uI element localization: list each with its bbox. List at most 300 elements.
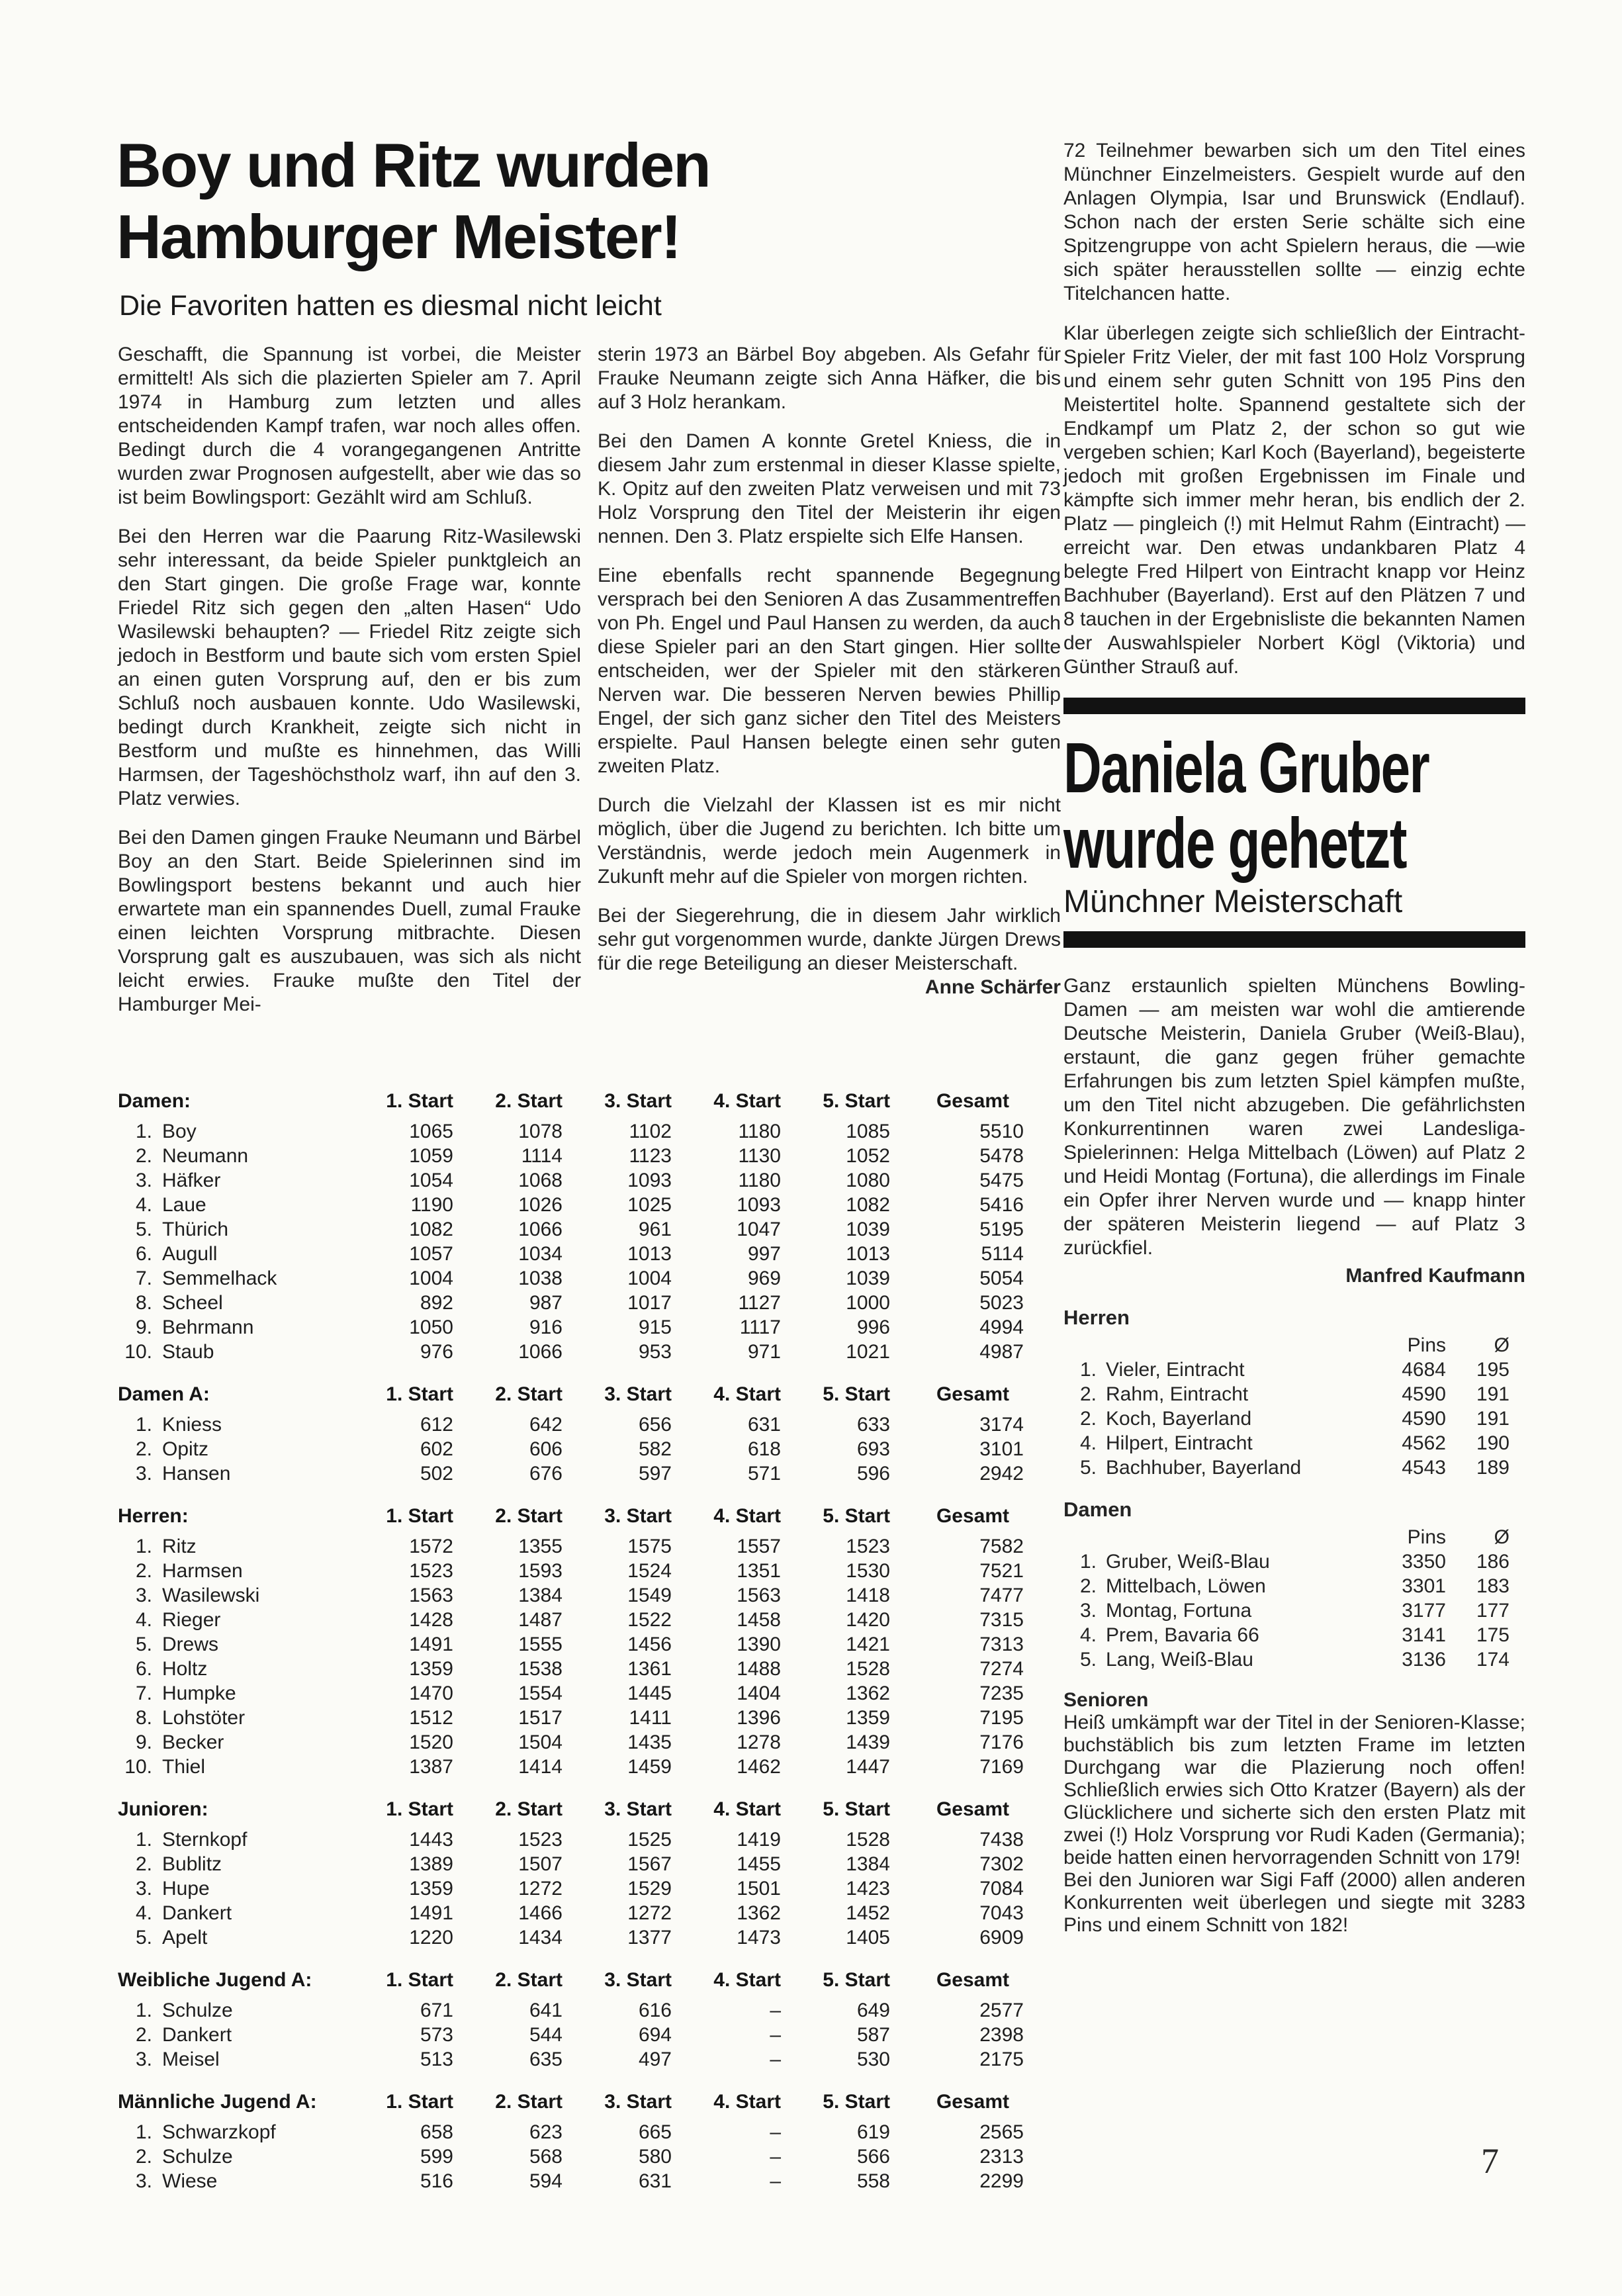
player-name: Hupe — [162, 1878, 210, 1900]
table-row — [118, 1901, 1058, 1925]
paragraph-text: Bei der Siegerehrung, die in diesem Jahr wirklich sehr gut vorgenommen wurde, dankte Jürgen Drews für die rege Beteiligung an dieser Meisterschaft. — [598, 905, 1061, 974]
table-header-row — [118, 1504, 1058, 1528]
player-name: Koch, Bayerland — [1106, 1408, 1252, 1430]
article1-column-1 — [118, 343, 581, 1032]
total-cell: 7043 — [979, 1902, 1024, 1924]
score-cell: 916 — [529, 1316, 563, 1338]
score-cell: 1563 — [737, 1584, 781, 1606]
senioren-section — [1063, 1689, 1525, 1937]
score-cell: 616 — [638, 1999, 672, 2021]
score-cell: 976 — [420, 1341, 453, 1363]
column-header: 1. Start — [386, 2091, 453, 2113]
player-name: Lohstöter — [162, 1707, 246, 1729]
score-cell: 1065 — [409, 1121, 453, 1142]
ranking-row — [1063, 1647, 1525, 1672]
column-header: Gesamt — [936, 1969, 1009, 1991]
score-cell: 969 — [747, 1267, 781, 1289]
score-cell: 1021 — [846, 1341, 890, 1363]
player-name: Kniess — [162, 1414, 222, 1436]
rank: 5. — [1079, 1649, 1097, 1671]
score-cell: 1434 — [518, 1927, 563, 1949]
rank: 1. — [1079, 1359, 1097, 1381]
right-column — [1063, 139, 1525, 1937]
player-name: Dankert — [162, 1902, 232, 1924]
rank: 2. — [135, 1438, 152, 1460]
table-row — [118, 1827, 1058, 1852]
total-cell: 7438 — [979, 1829, 1024, 1851]
rank: 9. — [135, 1316, 152, 1338]
total-cell: 5195 — [979, 1218, 1024, 1240]
title-line-2: Hamburger Meister! — [116, 202, 680, 271]
score-cell: 1389 — [409, 1853, 453, 1875]
player-name: Thiel — [162, 1756, 206, 1778]
score-cell: 1439 — [846, 1731, 890, 1753]
rank: 10. — [124, 1341, 152, 1363]
player-name: Schulze — [162, 1999, 233, 2021]
score-cell: 1102 — [629, 1121, 672, 1142]
paragraph: Klar überlegen zeigte sich schließlich der Eintracht-Spieler Fritz Vieler, der mit fast 100 Holz Vorsprung und einem sehr guten Schnitt von 195 Pins den Meistertitel holte. Spannend gestaltete sich der Endkampf um Platz 2, der schon so gut wie vergeben schien; Karl Koch (Bayerland), begeisterte jedoch mit großen Ergebnissen im Finale und kämpfte sich immer mehr heran, bis endlich der 2. Platz — pingleich (!) mit Helmut Rahm (Eintracht) — erreicht war. Den etwas undankbaren Platz 4 belegte Fred Hilpert von Eintracht knapp vor Heinz Bachhuber (Bayerland). Erst auf den Plätzen 7 und 8 tauchen in der Ergebnisliste die bekannten Namen der Auswahlspieler Norbert Kögl (Viktoria) und Günther Strauß auf. — [1063, 322, 1525, 678]
column-header: 5. Start — [823, 1383, 890, 1405]
score-cell: 1039 — [846, 1267, 890, 1289]
score-cell: 1000 — [846, 1292, 890, 1314]
player-name: Hansen — [162, 1463, 231, 1485]
table-row — [118, 1925, 1058, 1950]
score-cell: 1528 — [846, 1658, 890, 1680]
paragraph: Bei den Herren war die Paarung Ritz-Wasilewski sehr interessant, da beide Spieler punktgleich an den Start gingen. Die große Frage war, konnte Friedel Ritz sich gegen den „alten Hasen“ Udo Wasilewski behaupten? — Friedel Ritz zeigte sich jedoch in Bestform und baute sich vom ersten Spiel an einen guten Vorsprung auf, den er bis zum Schluß noch ausbauen konnte. Udo Wasilewski, bedingt durch Krankheit, zeigte sich nicht in Bestform und mußte es hinnehmen, das Willi Harmsen, der Tageshöchstholz warf, ihn auf den 3. Platz verwies. — [118, 526, 581, 809]
score-cell: 1355 — [518, 1536, 563, 1557]
score-cell: 1538 — [518, 1658, 563, 1680]
score-cell: 1418 — [846, 1584, 890, 1606]
player-name: Meisel — [162, 2048, 220, 2070]
table-row — [118, 2023, 1058, 2047]
score-cell: 1523 — [846, 1536, 890, 1557]
table-title: Junioren: — [118, 1798, 208, 1820]
article2-subtitle: Münchner Meisterschaft — [1063, 884, 1403, 919]
table-body — [118, 1827, 1058, 1950]
headline-rule-bottom — [1063, 931, 1525, 948]
score-cell: 1525 — [627, 1829, 672, 1851]
score-cell: 987 — [529, 1292, 563, 1314]
column-header: 1. Start — [386, 1798, 453, 1820]
rank: 1. — [135, 1999, 152, 2021]
score-cell: 1447 — [846, 1756, 890, 1778]
average-value: 174 — [1476, 1649, 1509, 1671]
score-cell: 1470 — [409, 1682, 453, 1704]
score-cell: 1435 — [627, 1731, 672, 1753]
player-name: Sternkopf — [162, 1829, 248, 1851]
score-cell: 1528 — [846, 1829, 890, 1851]
damen-ranking — [1063, 1525, 1525, 1672]
score-cell: 1445 — [627, 1682, 672, 1704]
score-cell: 1473 — [737, 1927, 781, 1949]
column-header: 3. Start — [604, 1798, 672, 1820]
rank: 3. — [135, 1170, 152, 1191]
score-cell: 1059 — [409, 1145, 453, 1167]
page-subtitle: Die Favoriten hatten es diesmal nicht leicht — [119, 290, 662, 322]
player-name: Staub — [162, 1341, 214, 1363]
score-cell: 1384 — [846, 1853, 890, 1875]
total-cell: 5416 — [979, 1194, 1024, 1216]
player-name: Hilpert, Eintracht — [1106, 1432, 1253, 1454]
total-cell: 5114 — [981, 1243, 1024, 1265]
player-name: Ritz — [162, 1536, 197, 1557]
average-value: 191 — [1476, 1383, 1509, 1405]
rank: 9. — [135, 1731, 152, 1753]
player-name: Vieler, Eintracht — [1106, 1359, 1245, 1381]
table-row — [118, 1657, 1058, 1681]
score-cell: 953 — [638, 1341, 672, 1363]
score-cell: 599 — [420, 2146, 453, 2168]
column-header: 1. Start — [386, 1969, 453, 1991]
total-cell: 2313 — [979, 2146, 1024, 2168]
score-cell: 568 — [529, 2146, 563, 2168]
table-row — [118, 1730, 1058, 1755]
average-value: 191 — [1476, 1408, 1509, 1430]
score-cell: 1411 — [629, 1707, 672, 1729]
rank: 3. — [135, 1463, 152, 1485]
score-cell: 1504 — [518, 1731, 563, 1753]
paragraph: sterin 1973 an Bärbel Boy abgeben. Als Gefahr für Frauke Neumann zeigte sich Anna Häfker, die bis auf 3 Holz herankam. — [598, 344, 1061, 413]
senioren-heading: Senioren — [1063, 1689, 1149, 1711]
table-row — [118, 1755, 1058, 1779]
player-name: Scheel — [162, 1292, 223, 1314]
score-cell: 1180 — [738, 1121, 781, 1142]
table-row — [118, 1608, 1058, 1632]
score-cell: 1575 — [627, 1536, 672, 1557]
score-cell: 1462 — [737, 1756, 781, 1778]
score-cell: 1572 — [409, 1536, 453, 1557]
score-cell: 619 — [856, 2121, 890, 2143]
headline-rule-top — [1063, 698, 1525, 714]
score-cell: 1491 — [409, 1902, 453, 1924]
player-name: Opitz — [162, 1438, 209, 1460]
column-header: 2. Start — [495, 1090, 563, 1112]
pins-value: 3350 — [1402, 1551, 1446, 1573]
score-cell: 1443 — [409, 1829, 453, 1851]
score-cell: 516 — [420, 2170, 453, 2192]
total-cell: 7313 — [979, 1633, 1024, 1655]
ranking-row — [1063, 1574, 1525, 1598]
table-row — [118, 2047, 1058, 2072]
score-cell: 656 — [638, 1414, 672, 1436]
player-name: Behrmann — [162, 1316, 254, 1338]
score-cell: 566 — [856, 2146, 890, 2168]
total-cell: 7302 — [979, 1853, 1024, 1875]
rank: 2. — [135, 2146, 152, 2168]
column-header: 2. Start — [495, 1383, 563, 1405]
score-cell: 1421 — [846, 1633, 890, 1655]
rank: 5. — [135, 1633, 152, 1655]
ranking-row — [1063, 1431, 1525, 1455]
rank: 7. — [135, 1682, 152, 1704]
rank: 2. — [1079, 1408, 1097, 1430]
table-row — [118, 1119, 1058, 1144]
table-row — [118, 1144, 1058, 1168]
table-damen — [118, 1089, 1058, 1364]
player-name: Schwarzkopf — [162, 2121, 276, 2143]
player-name: Wasilewski — [162, 1584, 260, 1606]
ranking-body — [1063, 1549, 1525, 1672]
score-cell: 1013 — [627, 1243, 672, 1265]
column-header: 3. Start — [604, 2091, 672, 2113]
score-cell: 623 — [529, 2121, 563, 2143]
total-cell: 4994 — [979, 1316, 1024, 1338]
paragraph: Bei den Damen gingen Frauke Neumann und Bärbel Boy an den Start. Beide Spielerinnen sind im Bowlingsport bestens bekannt und auch hier erwartete man ein spannendes Duell, zumal Frauke einen leichten Vorsprung mitbrachte. Diesen Vorsprung galt es auszubauen, was sich als nicht leicht erwies. Frauke mußte den Titel der Hamburger Mei- — [118, 827, 581, 1015]
page-number: 7 — [1481, 2141, 1499, 2181]
table-row — [118, 1291, 1058, 1315]
score-cell: 1554 — [518, 1682, 563, 1704]
score-cell: 1452 — [846, 1902, 890, 1924]
score-cell: 658 — [420, 2121, 453, 2143]
rank: 1. — [135, 1121, 152, 1142]
table-row — [118, 1998, 1058, 2023]
column-header: Gesamt — [936, 2091, 1009, 2113]
pins-value: 3136 — [1402, 1649, 1446, 1671]
table-junioren — [118, 1797, 1058, 1950]
herren-ranking — [1063, 1333, 1525, 1480]
score-cell: 631 — [638, 2170, 672, 2192]
score-cell: 1004 — [409, 1267, 453, 1289]
column-header: 5. Start — [823, 2091, 890, 2113]
paragraph: 72 Teilnehmer bewarben sich um den Titel eines Münchner Einzelmeisters. Gespielt wurde auf den Anlagen Olympia, Isar und Brunswick (Endlauf). Schon nach der ersten Serie schälte sich eine Spitzengruppe von acht Spielern heraus, die —wie sich später herausstellen sollte — einzig echte Titelchancen hatte. — [1063, 140, 1525, 304]
rank: 4. — [135, 1609, 152, 1631]
average-column-header: Ø — [1494, 1526, 1509, 1548]
table-title: Männliche Jugend A: — [118, 2091, 317, 2113]
table-row — [118, 1168, 1058, 1193]
score-cell: 1068 — [518, 1170, 563, 1191]
title-line-1: Boy und Ritz wurden — [116, 130, 710, 200]
score-cell: 1127 — [738, 1292, 781, 1314]
score-cell: 1524 — [627, 1560, 672, 1582]
score-cell: 587 — [856, 2024, 890, 2046]
table-row — [118, 1461, 1058, 1486]
score-cell: 693 — [856, 1438, 890, 1460]
score-cell: 602 — [420, 1438, 453, 1460]
score-cell: 1404 — [737, 1682, 781, 1704]
table-row — [118, 1437, 1058, 1461]
player-name: Schulze — [162, 2146, 233, 2168]
herren-heading: Herren — [1063, 1306, 1130, 1329]
score-cell: 641 — [529, 1999, 563, 2021]
player-name: Augull — [162, 1243, 218, 1265]
score-cell: 1523 — [518, 1829, 563, 1851]
player-name: Boy — [162, 1121, 197, 1142]
score-cell: 1359 — [409, 1658, 453, 1680]
table-row — [118, 2144, 1058, 2169]
score-cell: 1054 — [409, 1170, 453, 1191]
table-title: Damen A: — [118, 1383, 210, 1405]
column-header: 2. Start — [495, 1798, 563, 1820]
score-cell: 596 — [856, 1463, 890, 1485]
ranking-row — [1063, 1623, 1525, 1647]
rank: 2. — [135, 1560, 152, 1582]
total-cell: 7169 — [979, 1756, 1024, 1778]
score-cell: 633 — [856, 1414, 890, 1436]
headline-line-1: Daniela Gruber — [1063, 727, 1429, 807]
pins-column-header: Pins — [1407, 1526, 1446, 1548]
score-cell: 665 — [638, 2121, 672, 2143]
score-cell: – — [770, 2121, 781, 2143]
rank: 3. — [135, 2048, 152, 2070]
score-cell: 1458 — [737, 1609, 781, 1631]
score-cell: 649 — [856, 1999, 890, 2021]
table-body — [118, 1412, 1058, 1486]
rank: 4. — [135, 1902, 152, 1924]
ranking-row — [1063, 1549, 1525, 1574]
player-name: Häfker — [162, 1170, 221, 1191]
total-cell: 7084 — [979, 1878, 1024, 1900]
score-cell: 1501 — [737, 1878, 781, 1900]
score-cell: 558 — [856, 2170, 890, 2192]
column-header: 3. Start — [604, 1383, 672, 1405]
score-cell: 502 — [420, 1463, 453, 1485]
score-cell: 1491 — [409, 1633, 453, 1655]
player-name: Humpke — [162, 1682, 236, 1704]
score-cell: 612 — [420, 1414, 453, 1436]
score-cell: 1361 — [627, 1658, 672, 1680]
score-cell: 1593 — [518, 1560, 563, 1582]
column-header: 4. Start — [713, 1383, 781, 1405]
pins-value: 4562 — [1402, 1432, 1446, 1454]
score-cell: 1384 — [518, 1584, 563, 1606]
score-cell: 1190 — [410, 1194, 453, 1216]
column-header: 2. Start — [495, 2091, 563, 2113]
player-name: Apelt — [162, 1927, 208, 1949]
score-cell: 1123 — [629, 1145, 672, 1167]
player-name: Rieger — [162, 1609, 221, 1631]
score-cell: 1082 — [409, 1218, 453, 1240]
score-cell: 1522 — [627, 1609, 672, 1631]
column-header: Gesamt — [936, 1505, 1009, 1527]
article2-headline — [1063, 727, 1429, 883]
total-cell: 2565 — [979, 2121, 1024, 2143]
ranking-row — [1063, 1406, 1525, 1431]
table-row — [118, 1534, 1058, 1559]
column-header: 2. Start — [495, 1969, 563, 1991]
column-header: 4. Start — [713, 1969, 781, 1991]
score-cell: 544 — [529, 2024, 563, 2046]
rank: 2. — [135, 1853, 152, 1875]
total-cell: 3174 — [979, 1414, 1024, 1436]
rank: 2. — [135, 1145, 152, 1167]
column-header: 3. Start — [604, 1505, 672, 1527]
score-cell: 1034 — [518, 1243, 563, 1265]
score-cell: 971 — [747, 1341, 781, 1363]
score-cell: 1351 — [737, 1560, 781, 1582]
player-name: Prem, Bavaria 66 — [1106, 1624, 1259, 1646]
rank: 5. — [1079, 1457, 1097, 1479]
score-cell: 694 — [638, 2024, 672, 2046]
score-cell: 1038 — [518, 1267, 563, 1289]
score-cell: 1523 — [409, 1560, 453, 1582]
paragraph — [598, 904, 1061, 998]
pins-column-header: Pins — [1407, 1334, 1446, 1356]
score-cell: 618 — [747, 1438, 781, 1460]
total-cell: 6909 — [979, 1927, 1024, 1949]
average-value: 190 — [1476, 1432, 1509, 1454]
score-cell: 1420 — [846, 1609, 890, 1631]
table-row — [118, 1412, 1058, 1437]
pins-value: 4590 — [1402, 1408, 1446, 1430]
score-cell: 1567 — [627, 1853, 672, 1875]
score-cell: 1387 — [409, 1756, 453, 1778]
pins-value: 4684 — [1402, 1359, 1446, 1381]
rank: 10. — [124, 1756, 152, 1778]
average-value: 186 — [1476, 1551, 1509, 1573]
table-body — [118, 2120, 1058, 2193]
score-cell: 1488 — [737, 1658, 781, 1680]
score-cell: 1507 — [518, 1853, 563, 1875]
player-name: Gruber, Weiß-Blau — [1106, 1551, 1270, 1573]
score-cell: 1180 — [738, 1170, 781, 1191]
score-cell: 1520 — [409, 1731, 453, 1753]
score-cell: 642 — [529, 1414, 563, 1436]
rank: 6. — [135, 1658, 152, 1680]
author-byline: Manfred Kaufmann — [1345, 1265, 1525, 1287]
total-cell: 7274 — [979, 1658, 1024, 1680]
score-cell: 1085 — [846, 1121, 890, 1142]
score-cell: 997 — [747, 1243, 781, 1265]
column-header: 5. Start — [823, 1798, 890, 1820]
table-row — [118, 1706, 1058, 1730]
player-name: Laue — [162, 1194, 206, 1216]
total-cell: 2175 — [979, 2048, 1024, 2070]
table-body — [118, 1534, 1058, 1779]
score-cell: 1390 — [737, 1633, 781, 1655]
table-title: Herren: — [118, 1505, 189, 1527]
column-header: 1. Start — [386, 1090, 453, 1112]
table-title: Damen: — [118, 1090, 191, 1112]
average-value: 195 — [1476, 1359, 1509, 1381]
paragraph: Ganz erstaunlich spielten Münchens Bowling-Damen — am meisten war wohl die amtierende Deutsche Meisterin, Daniela Gruber (Weiß-Blau), erstaunt, die ganz gegen früher gemachte Erfahrungen bis zum letzten Spiel kämpfen mußte, um den Titel nicht abzugeben. Die gefährlichsten Konkurrentinnen waren zwei Landesliga-Spielerinnen: Helga Mittelbach (Löwen) auf Platz 2 und Heidi Montag (Fortuna), die allerdings im Finale ein Opfer ihrer Nerven wurde und — knapp hinter der späteren Meisterin liegend — auf Platz 3 zurückfiel. — [1063, 975, 1525, 1259]
rank: 1. — [135, 1829, 152, 1851]
total-cell: 4987 — [979, 1341, 1024, 1363]
player-name: Semmelhack — [162, 1267, 277, 1289]
paragraph: Eine ebenfalls recht spannende Begegnung versprach bei den Senioren A das Zusammentreffen von Ph. Engel und Paul Hansen zu werden, da auch diese Spieler pari an den Start gingen. Hier sollte entscheiden, wer der Spieler mit den stärkeren Nerven war. Die besseren Nerven bewies Phillip Engel, der sich ganz sicher den Titel des Meisters erspielte. Paul Hansen belegte einen sehr guten zweiten Platz. — [598, 565, 1061, 777]
column-header: 4. Start — [713, 2091, 781, 2113]
score-cell: 1004 — [627, 1267, 672, 1289]
average-value: 177 — [1476, 1600, 1509, 1622]
score-tables — [118, 1089, 1058, 2211]
score-cell: 1487 — [518, 1609, 563, 1631]
damen-heading: Damen — [1063, 1498, 1132, 1521]
table-maennliche-jugend-a — [118, 2089, 1058, 2193]
table-row — [118, 1681, 1058, 1706]
paragraph: Durch die Vielzahl der Klassen ist es mir nicht möglich, über die Jugend zu berichten. Ich bitte um Verständnis, werde jedoch mein Augenmerk in Zukunft mehr auf die Spieler von morgen richten. — [598, 794, 1061, 888]
total-cell: 5510 — [979, 1121, 1024, 1142]
ranking-header-row — [1063, 1333, 1525, 1357]
total-cell: 2942 — [979, 1463, 1024, 1485]
ranking-header-row — [1063, 1525, 1525, 1549]
column-header: Gesamt — [936, 1090, 1009, 1112]
score-cell: 635 — [529, 2048, 563, 2070]
score-cell: 1359 — [846, 1707, 890, 1729]
player-name: Lang, Weiß-Blau — [1106, 1649, 1253, 1671]
score-cell: 1557 — [737, 1536, 781, 1557]
table-row — [118, 1876, 1058, 1901]
score-cell: 1555 — [518, 1633, 563, 1655]
rank: 4. — [1079, 1624, 1097, 1646]
score-cell: 1466 — [518, 1902, 563, 1924]
score-cell: 1017 — [627, 1292, 672, 1314]
score-cell: 1529 — [627, 1878, 672, 1900]
player-name: Montag, Fortuna — [1106, 1600, 1252, 1622]
score-cell: 961 — [638, 1218, 672, 1240]
total-cell: 2299 — [979, 2170, 1024, 2192]
table-row — [118, 2120, 1058, 2144]
rank: 3. — [135, 1878, 152, 1900]
average-value: 189 — [1476, 1457, 1509, 1479]
